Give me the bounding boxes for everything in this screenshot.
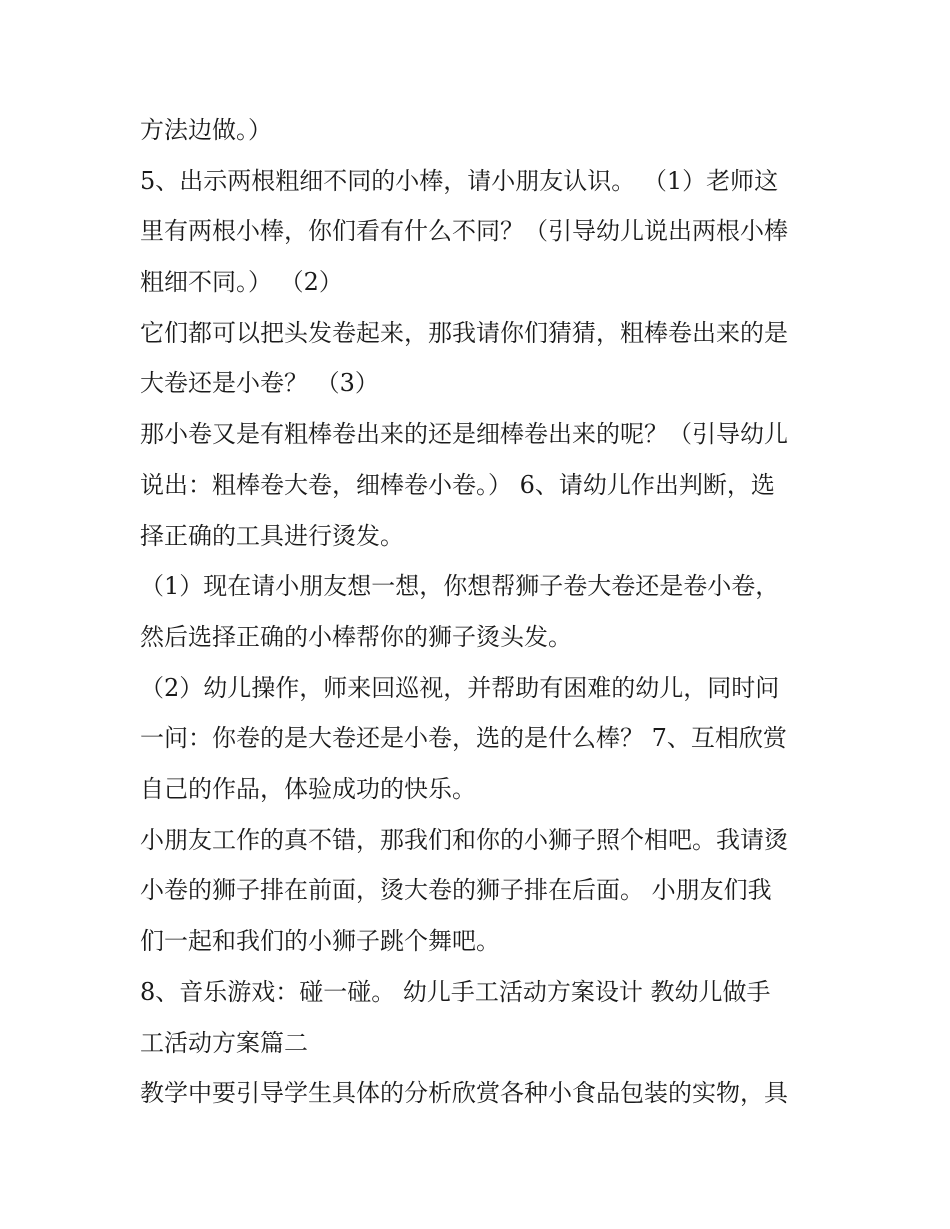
text-line: （2）幼儿操作，师来回巡视，并帮助有困难的幼儿，同时问	[140, 674, 780, 702]
text-line: 小卷的狮子排在前面，烫大卷的狮子排在后面。 小朋友们我	[140, 876, 772, 904]
text-line: 工活动方案篇二	[140, 1029, 308, 1057]
text-line: 说出：粗棒卷大卷，细棒卷小卷。） 6、请幼儿作出判断，选	[140, 471, 775, 499]
text-line: 择正确的工具进行烫发。	[140, 522, 404, 550]
text-line: 8、音乐游戏：碰一碰。 幼儿手工活动方案设计 教幼儿做手	[140, 978, 771, 1006]
text-line: 里有两根小棒，你们看有什么不同？（引导幼儿说出两根小棒	[140, 217, 788, 245]
text-line: 它们都可以把头发卷起来，那我请你们猜猜，粗棒卷出来的是	[140, 319, 788, 347]
text-line: 教学中要引导学生具体的分析欣赏各种小食品包装的实物，具	[140, 1079, 788, 1107]
text-line: 一问：你卷的是大卷还是小卷，选的是什么棒？ 7、互相欣赏	[140, 724, 787, 752]
text-line: 大卷还是小卷？ （3）	[140, 369, 379, 397]
text-line: （1）现在请小朋友想一想，你想帮狮子卷大卷还是卷小卷，	[140, 572, 780, 600]
text-line: 们一起和我们的小狮子跳个舞吧。	[140, 927, 500, 955]
text-line: 粗细不同。） （2）	[140, 268, 343, 296]
text-line: 那小卷又是有粗棒卷出来的还是细棒卷出来的呢？（引导幼儿	[140, 420, 788, 448]
text-line: 小朋友工作的真不错，那我们和你的小狮子照个相吧。我请烫	[140, 826, 788, 854]
text-line: 然后选择正确的小棒帮你的狮子烫头发。	[140, 623, 572, 651]
text-line: 自己的作品，体验成功的快乐。	[140, 775, 476, 803]
text-line: 方法边做。）	[140, 116, 272, 144]
text-line: 5、出示两根粗细不同的小棒，请小朋友认识。 （1）老师这	[140, 167, 779, 195]
